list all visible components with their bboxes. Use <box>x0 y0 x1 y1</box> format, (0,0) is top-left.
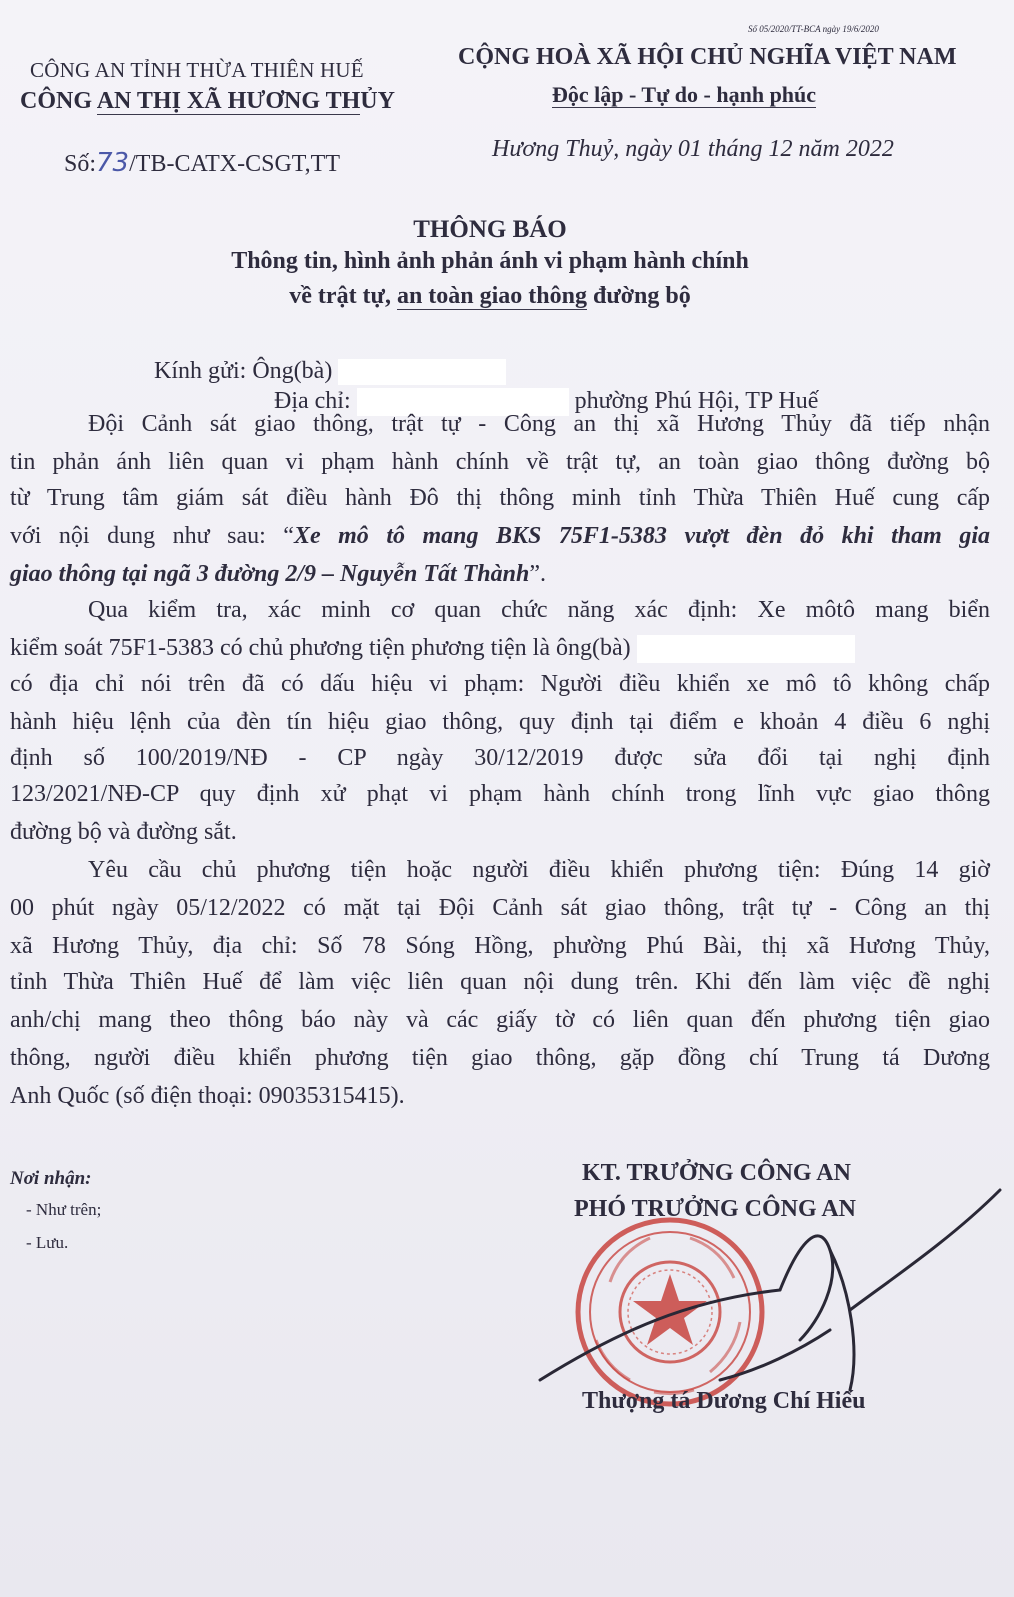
handwritten-number: 73 <box>96 148 130 178</box>
recipients-item: - Lưu. <box>26 1233 69 1252</box>
form-number: Số 05/2020/TT-BCA ngày 19/6/2020 <box>748 24 879 34</box>
recipients-title: Nơi nhận: <box>10 1168 92 1189</box>
body-line: Anh Quốc (số điện thoại: 09035315415). <box>10 1083 405 1109</box>
redacted-name <box>338 359 506 385</box>
recipient-line: Kính gửi: Ông(bà) <box>154 358 506 385</box>
address-line: Địa chỉ: phường Phú Hội, TP Huế <box>274 388 818 416</box>
violation-quote: giao thông tại ngã 3 đường 2/9 – Nguyễn Tất Thành <box>10 561 530 587</box>
issuer-name: CÔNG AN THỊ XÃ HƯƠNG THỦY <box>20 88 395 114</box>
body-line: kiểm soát 75F1-5383 có chủ phương tiện phương tiện là ông(bà) <box>10 630 990 666</box>
body-line: tỉnh Thừa Thiên Huế để làm việc liên quan nội dung trên. Khi đến làm việc đề nghị <box>10 969 990 995</box>
document-title: THÔNG BÁO <box>413 216 567 243</box>
body-line: Yêu cầu chủ phương tiện hoặc người điều khiển phương tiện: Đúng 14 giờ <box>88 857 990 883</box>
document-subtitle-2: về trật tự, an toàn giao thông đường bộ <box>289 283 691 309</box>
issuer-parent: CÔNG AN TỈNH THỪA THIÊN HUẾ <box>30 58 364 82</box>
body-line: 00 phút ngày 05/12/2022 có mặt tại Đội Cảnh sát giao thông, trật tự - Công an thị <box>10 895 990 921</box>
body-line: đường bộ và đường sắt. <box>10 819 237 845</box>
body-line: xã Hương Thủy, địa chỉ: Số 78 Sóng Hồng, phường Phú Bài, thị xã Hương Thủy, <box>10 933 990 959</box>
national-title: CỘNG HOÀ XÃ HỘI CHỦ NGHĨA VIỆT NAM <box>458 44 957 70</box>
national-motto: Độc lập - Tự do - hạnh phúc <box>552 82 817 107</box>
body-line: giao thông tại ngã 3 đường 2/9 – Nguyễn Tất Thành”. <box>10 561 547 587</box>
body-line: với nội dung như sau: “Xe mô tô mang BKS 75F1-5383 vượt đèn đỏ khi tham gia <box>10 523 990 549</box>
body-line: tin phản ánh liên quan vi phạm hành chính về trật tự, an toàn giao thông đường bộ <box>10 449 990 475</box>
body-line: thông, người điều khiển phương tiện giao thông, gặp đồng chí Trung tá Dương <box>10 1045 990 1071</box>
redacted-owner-name <box>637 635 855 663</box>
body-line: có địa chỉ nói trên đã có dấu hiệu vi phạm: Người điều khiển xe mô tô không chấp <box>10 671 990 697</box>
signatory-name: Thượng tá Dương Chí Hiếu <box>582 1388 866 1414</box>
body-line: hành hiệu lệnh của đèn tín hiệu giao thông, quy định tại điểm e khoản 4 điều 6 nghị <box>10 709 990 735</box>
body-line: anh/chị mang theo thông báo này và các giấy tờ có liên quan đến phương tiện giao <box>10 1007 990 1033</box>
signatory-title-1: KT. TRƯỞNG CÔNG AN <box>582 1160 851 1186</box>
body-line: định số 100/2019/NĐ - CP ngày 30/12/2019 được sửa đổi tại nghị định <box>10 745 990 771</box>
document-subtitle-1: Thông tin, hình ảnh phản ánh vi phạm hành chính <box>231 248 749 274</box>
recipients-item: - Như trên; <box>26 1200 102 1219</box>
signatory-title-2: PHÓ TRƯỞNG CÔNG AN <box>574 1196 857 1222</box>
body-line: 123/2021/NĐ-CP quy định xử phạt vi phạm hành chính trong lĩnh vực giao thông <box>10 781 990 807</box>
body-line: Đội Cảnh sát giao thông, trật tự - Công an thị xã Hương Thủy đã tiếp nhận <box>88 411 990 437</box>
date-line: Hương Thuỷ, ngày 01 tháng 12 năm 2022 <box>492 136 894 162</box>
body-line: Qua kiểm tra, xác minh cơ quan chức năng xác định: Xe môtô mang biển <box>88 597 990 623</box>
violation-quote: Xe mô tô mang BKS 75F1-5383 vượt đèn đỏ khi tham gia <box>293 523 990 549</box>
document-number: Số:73/TB-CATX-CSGT,TT <box>64 148 340 178</box>
body-line: từ Trung tâm giám sát điều hành Đô thị thông minh tỉnh Thừa Thiên Huế cung cấp <box>10 485 990 511</box>
